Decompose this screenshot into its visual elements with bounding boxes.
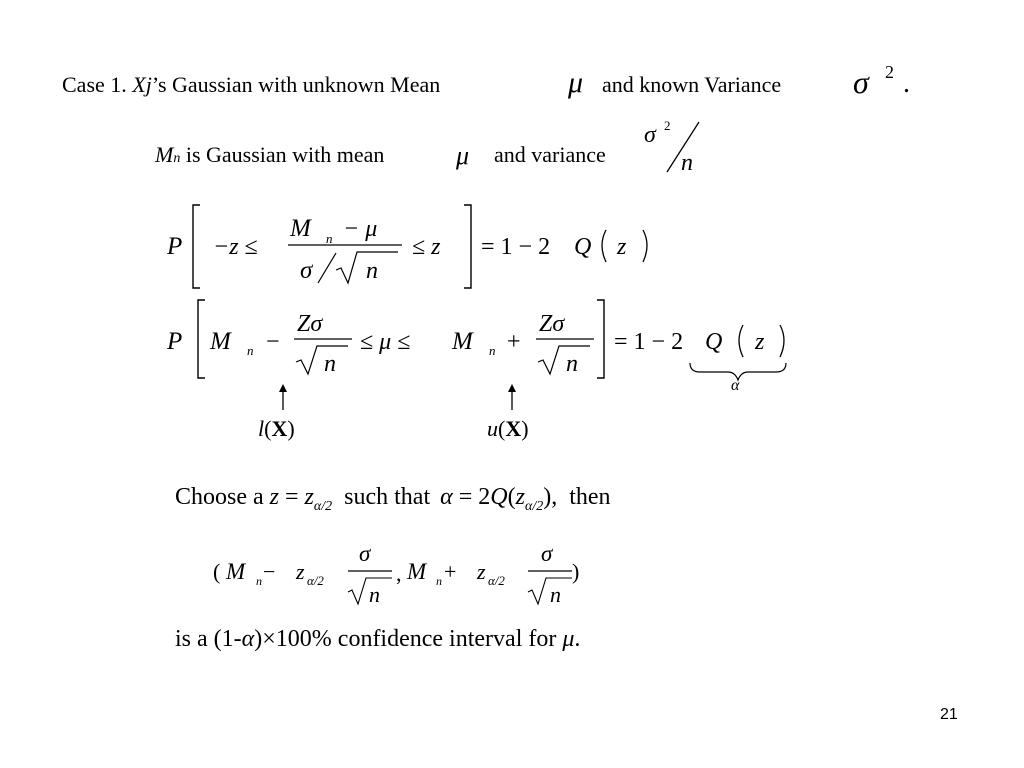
eq1-rhs: = 1 − 2 [481, 234, 551, 260]
choose-eq: = [279, 484, 305, 510]
eq1-neg-z: −z ≤ [213, 234, 258, 260]
int-M1: M [226, 559, 246, 584]
int-close: ) [572, 559, 580, 584]
int-comma: , [396, 561, 402, 586]
eq1-paren-close [643, 230, 647, 262]
int-sigma2: σ [541, 541, 553, 566]
eq1-den-n: n [366, 258, 378, 284]
page-number: 21 [940, 706, 958, 723]
int-M2: M [407, 559, 427, 584]
eq2-right-bracket [597, 300, 604, 378]
then-text: then [569, 484, 611, 510]
variance-sigma-exp: 2 [664, 118, 671, 133]
eq2-frac2-sqrt [538, 346, 590, 374]
eq2-paren-open [739, 325, 743, 357]
choose-sub2: α/2 [524, 499, 544, 514]
sigma-symbol: σ [853, 64, 869, 100]
mu-symbol: μ [568, 66, 584, 99]
eq2-M2: M [452, 328, 473, 355]
u-open: ( [498, 416, 506, 441]
eq1-Q: Q [574, 234, 592, 260]
xj-symbol: Xj [132, 72, 152, 97]
mn-symbol: M [155, 142, 174, 167]
lower-bound-label [258, 416, 295, 442]
eq2-n2: n [489, 343, 496, 358]
eq2-rhs: = 1 − 2 [614, 329, 684, 355]
eq2-mid: ≤ μ ≤ [360, 329, 411, 355]
case-description: ’s Gaussian with unknown Mean [151, 72, 441, 97]
eq2-P: P [167, 328, 183, 355]
choose-close: ), [543, 484, 558, 510]
int-sigma1: σ [359, 541, 371, 566]
eq1-le-z: ≤ z [412, 234, 441, 260]
eq2-n1: n [247, 343, 254, 358]
l-open: ( [264, 416, 272, 441]
eq2-alpha: α [731, 377, 740, 394]
choose-alpha: α [440, 484, 453, 510]
int-minus: − [263, 559, 276, 584]
eq1-num-mu: − μ [343, 216, 378, 242]
choose-z2: z [304, 484, 314, 510]
choose-text: Choose a [175, 484, 264, 510]
choose-sub: α/2 [313, 499, 333, 514]
l-close: ) [287, 416, 295, 441]
eq1-z: z [617, 234, 627, 260]
eq1-num-M: M [290, 215, 311, 242]
eq1-den-sigma: σ [300, 257, 313, 284]
case-label: Case 1. [62, 72, 127, 97]
known-variance-label: and known Variance [602, 72, 782, 97]
eq2-frac2-den: n [566, 351, 578, 377]
conclusion-mu: μ [562, 626, 575, 652]
eq1-right-bracket [464, 205, 471, 288]
conclusion-mid: )×100% confidence interval for [254, 626, 563, 652]
eq2-z: z [755, 329, 765, 355]
int-z1: z [296, 559, 305, 584]
variance-n: n [681, 150, 693, 176]
period: . [903, 68, 910, 99]
eq2-paren-close [780, 325, 784, 357]
variance-sigma: σ [644, 122, 656, 148]
l-symbol: l [258, 416, 265, 441]
int-plus: + [444, 559, 457, 584]
lower-bound-arrow [279, 384, 287, 410]
eq1-paren-open [602, 230, 606, 262]
sigma-exponent: 2 [885, 62, 894, 82]
eq1-den-slash [318, 253, 336, 283]
conclusion-end: . [574, 626, 581, 652]
eq2-left-bracket [198, 300, 205, 378]
eq2-frac2-num: Zσ [539, 311, 565, 337]
such-that-text: such that [344, 484, 431, 510]
choose-z: z [269, 484, 279, 510]
mn-subscript: n [173, 151, 181, 166]
int-z2: z [477, 559, 486, 584]
conclusion-pre: is a (1- [175, 626, 242, 652]
upper-bound-arrow [508, 384, 516, 410]
int-n2: n [436, 574, 442, 588]
int-sub2: α/2 [488, 573, 505, 588]
variance-label: and variance [494, 142, 606, 167]
eq2-Q: Q [705, 329, 723, 355]
upper-bound-label [487, 416, 529, 442]
mean-mu-symbol: μ [456, 141, 470, 170]
conclusion-line [175, 626, 580, 653]
int-n1: n [256, 574, 262, 588]
eq2-M1: M [210, 328, 231, 355]
u-symbol: u [487, 416, 498, 441]
eq2-frac1-num: Zσ [297, 311, 323, 337]
choose-z3: z [515, 484, 525, 510]
eq1-num-n: n [326, 231, 333, 246]
choose-eq2: = 2 [452, 484, 491, 510]
l-X: X [271, 416, 288, 441]
eq2-plus: + [507, 329, 521, 355]
u-close: ) [521, 416, 529, 441]
eq1-left-bracket [193, 205, 200, 288]
mn-text: is Gaussian with mean [180, 142, 385, 167]
mn-statement [155, 142, 384, 168]
choose-Q: Q [490, 484, 508, 510]
case-heading [62, 72, 440, 98]
conclusion-alpha: α [241, 626, 255, 652]
eq2-minus: − [266, 329, 280, 355]
choose-line [175, 484, 611, 514]
int-den2: n [550, 582, 561, 607]
int-den1: n [369, 582, 380, 607]
int-sub1: α/2 [307, 573, 324, 588]
int-open: ( [213, 559, 221, 584]
eq2-frac1-den: n [324, 351, 336, 377]
eq1-P: P [167, 233, 183, 260]
u-X: X [505, 416, 522, 441]
choose-open: ( [507, 484, 516, 510]
eq2-frac1-sqrt [296, 346, 348, 374]
